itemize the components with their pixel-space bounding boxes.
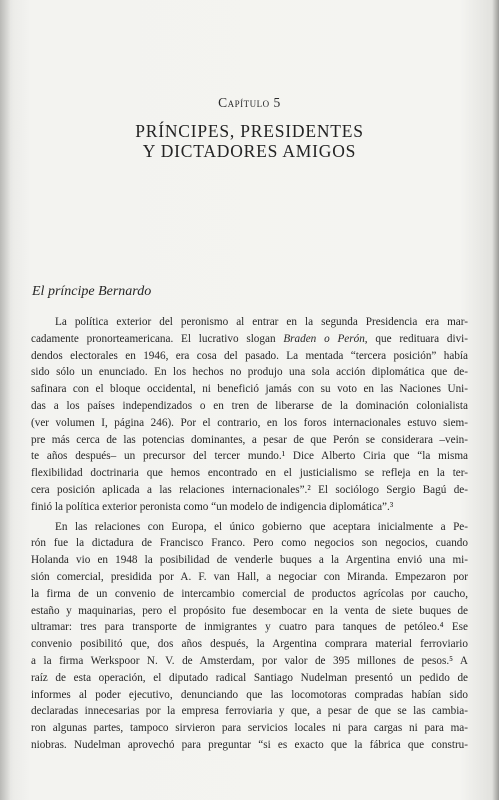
paragraph [31, 314, 468, 516]
chapter-title [0, 121, 499, 161]
text-line: raíz de esta operación, el diputado radical Santiago Nudelman presentó un pedido de [31, 671, 468, 684]
text-line: Holanda vio en 1948 la posibilidad de venderle buques a la Argentina envió una mi- [31, 554, 468, 567]
book-spine-shadow [0, 0, 10, 800]
text-line: a la firma Werkspoor N. V. de Amsterdam, por valor de 395 millones de pesos.⁵ A [31, 654, 468, 667]
body-text [31, 314, 468, 754]
text-line: cadamente pronorteamericana. El lucrativo slogan Braden o Perón, que redituara divi- [31, 332, 468, 345]
text-line: rón fue la dictadura de Francisco Franco. Pero como negocios son negocios, cuando [31, 537, 468, 550]
text-line: cera posición aplicada a las relaciones internacionales”.² El sociólogo Sergio Bagú de- [31, 483, 468, 496]
section-heading: El príncipe Bernardo [32, 284, 152, 299]
text-line: informes al poder ejecutivo, denunciando que las locomotoras compradas habían sido [31, 688, 468, 701]
text-line: sido sólo un enunciado. En los hechos no produjo una sola acción diplomática que de- [31, 366, 468, 379]
text-line: La política exterior del peronismo al entrar en la segunda Presidencia era mar- [55, 316, 468, 328]
text-line: convenio posibilitó que, dos años después, la Argentina comprara material ferroviario [31, 638, 468, 651]
text-line: ron algunas partes, tampoco sirvieron para servicios locales ni para cargas ni para ma- [31, 722, 468, 735]
chapter-label: Capítulo 5 [218, 95, 281, 110]
text-line: finió la política exterior peronista como “un modelo de indigencia diplomática”.³ [31, 500, 394, 513]
text-line: dendos electorales en 1946, era cosa del pasado. La mentada “tercera posición” había [31, 349, 468, 362]
text-line: sión comercial, presidida por A. F. van Hall, a negociar con Miranda. Empezaron por [31, 570, 468, 583]
chapter-title-line: Y DICTADORES AMIGOS [142, 141, 357, 161]
text-line: la firma de un convenio de intercambio comercial de productos agrícolas por caucho, [31, 587, 468, 600]
slogan-italic: Braden o Perón [283, 332, 365, 345]
chapter-title-line: PRÍNCIPES, PRESIDENTES [135, 121, 364, 141]
text-line: das a los países independizados o en tren de liberarse de la dominación colonialista [31, 399, 468, 412]
text-line: flexibilidad doctrinaria que hemos encontrado en el justicialismo se refleja en la ter- [31, 467, 468, 480]
text-line: estaño y maquinarias, pero el propósito fue desembocar en la venta de siete buques de [31, 604, 468, 617]
paragraph [31, 519, 468, 754]
text-line: pre más cerca de las potencias dominantes, a pesar de que Perón se considerara –vein- [31, 433, 468, 446]
text-line: niobras. Nudelman aprovechó para preguntar “si es exacto que la fábrica que constru- [31, 738, 468, 751]
text-line: safinara con el bloque occidental, ni benefició jamás con su voto en las Naciones Uni- [31, 383, 468, 396]
text-line: te años después– un precursor del tercer mundo.¹ Dice Alberto Ciria que “la misma [31, 450, 468, 463]
text-line: declaradas innecesarias por la empresa ferroviaria y que, a pesar de que se las cambia- [31, 705, 468, 718]
text-line: (ver volumen I, página 246). Por el contrario, en los foros internacionales estuvo siem- [31, 416, 468, 429]
text-line: ultramar: tres para transporte de inmigrantes y cuatro para tanques de petóleo.⁴ Ese [31, 621, 468, 634]
text-line: En las relaciones con Europa, el único gobierno que aceptara inicialmente a Pe- [55, 520, 468, 533]
